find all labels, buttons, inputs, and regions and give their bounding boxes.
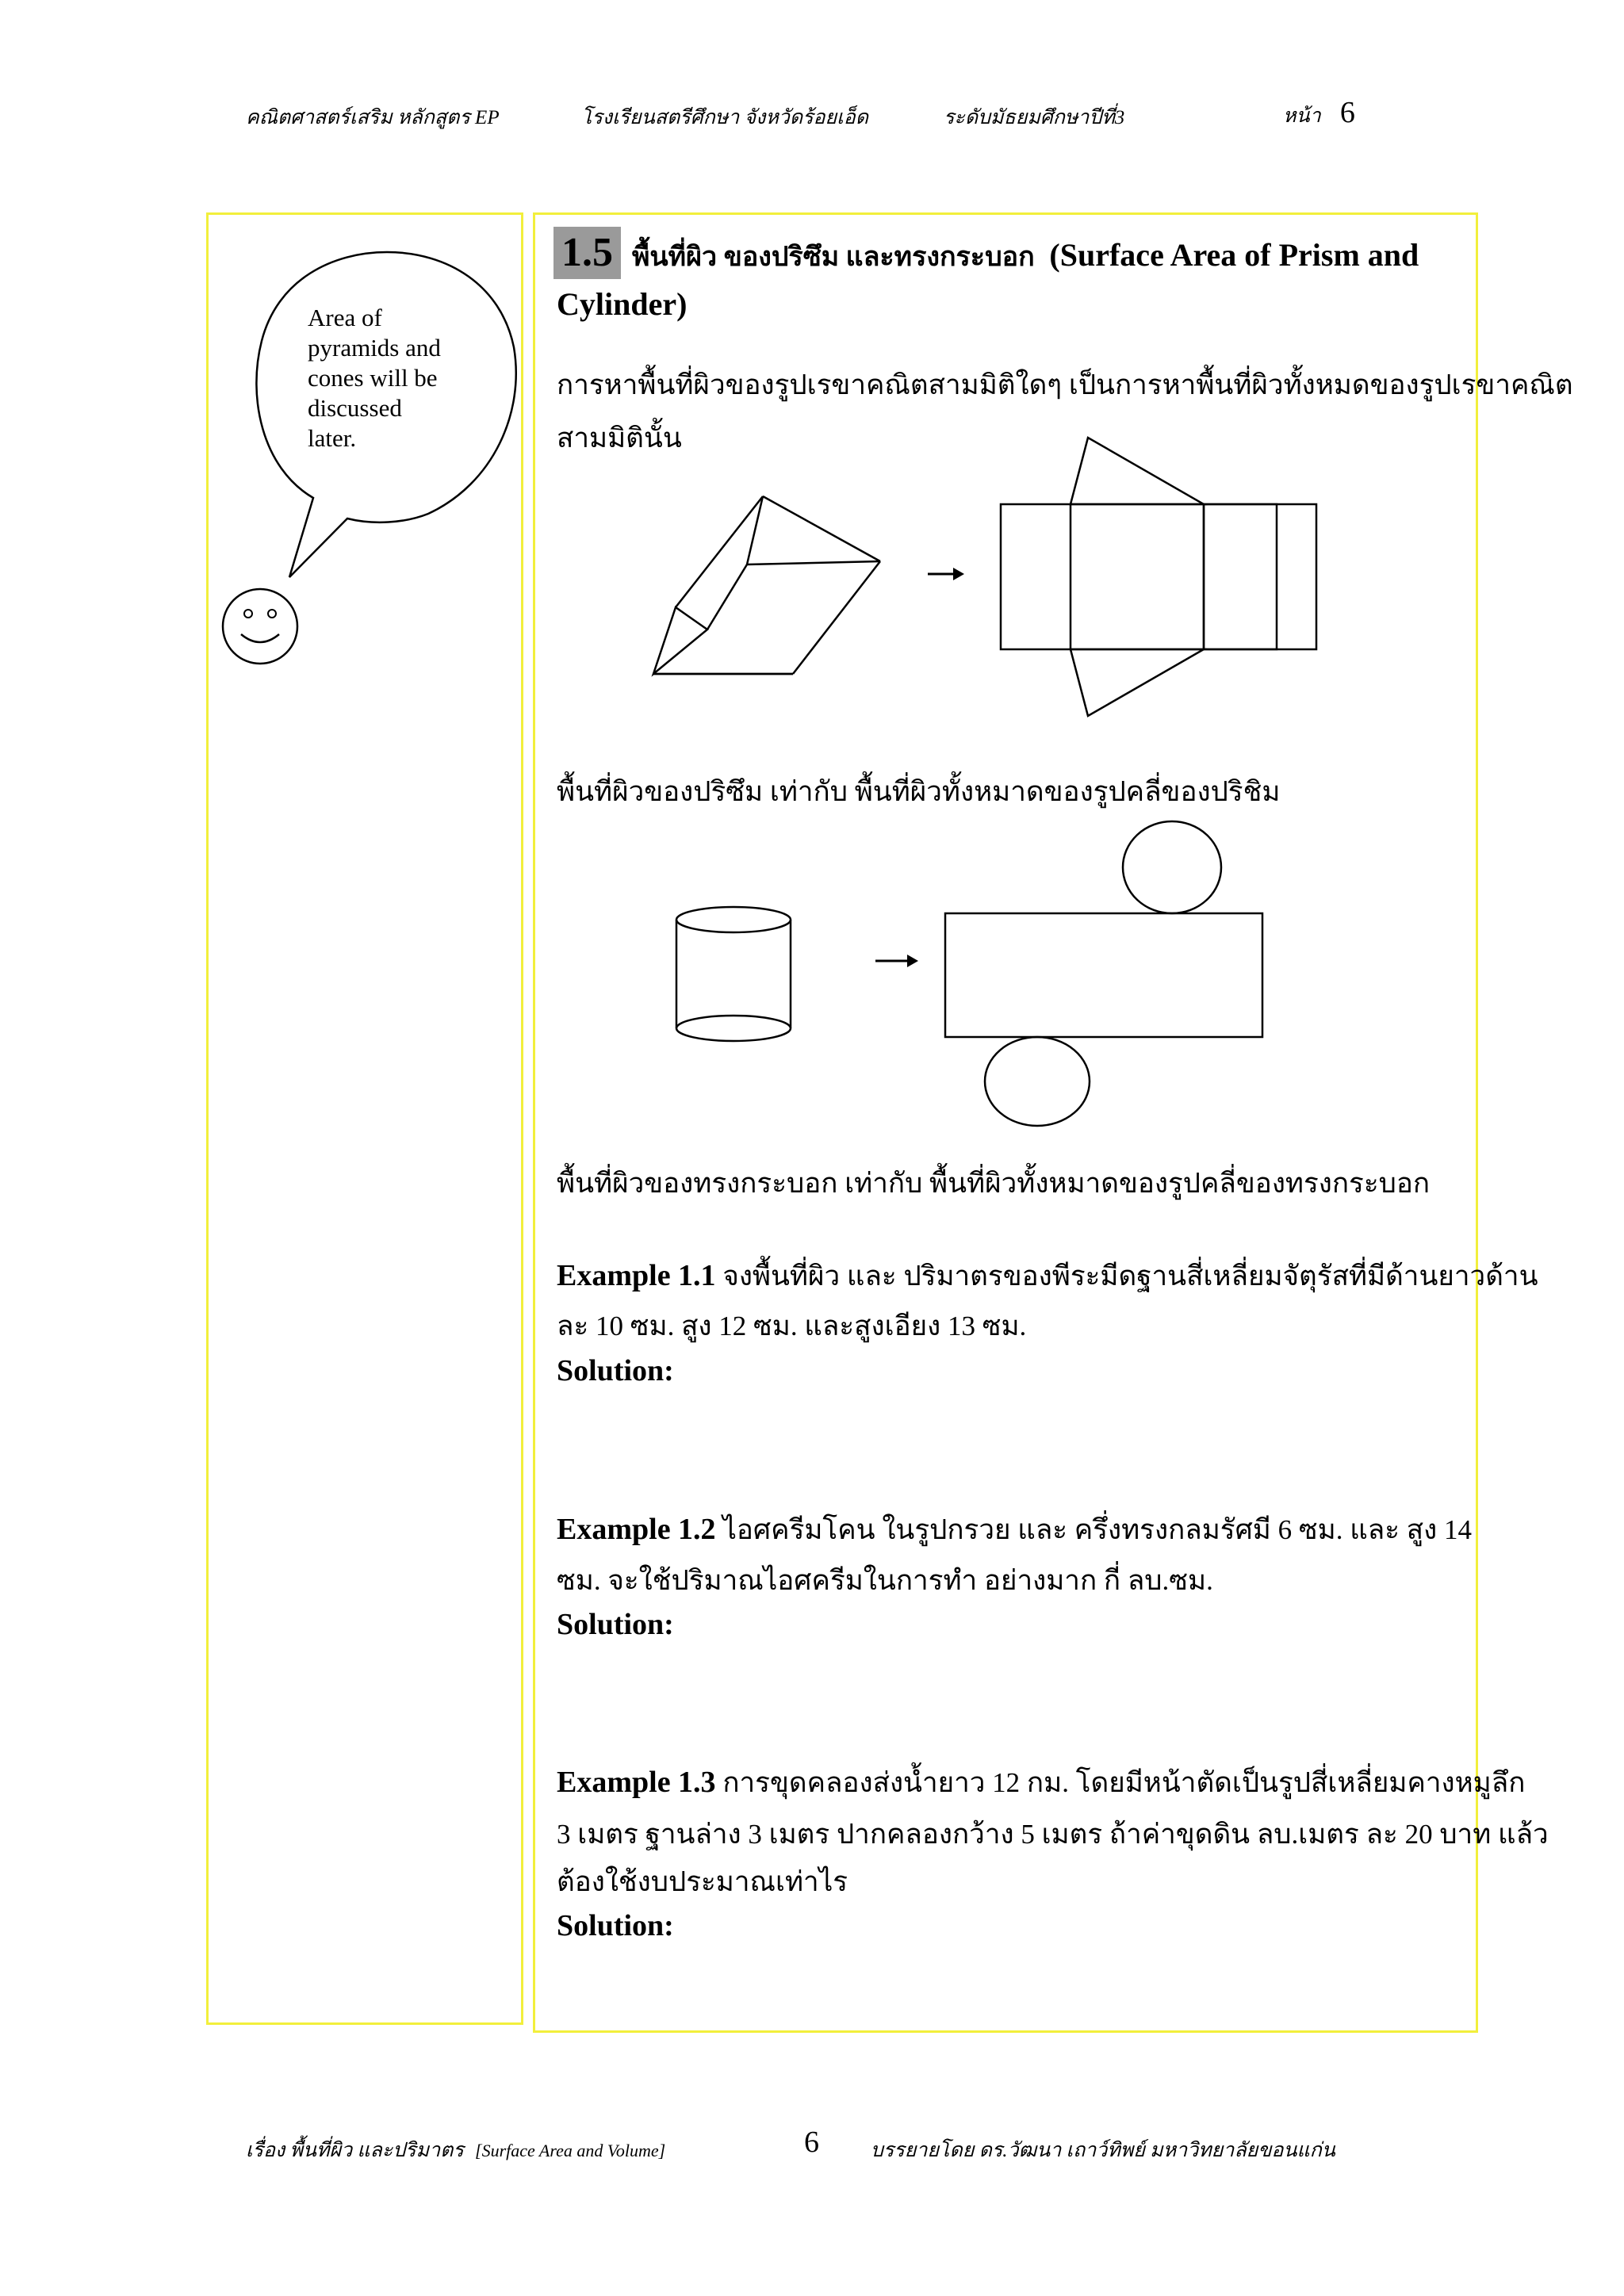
example-label: Example 1.1 (557, 1259, 716, 1292)
footer-topic-label: เรื่อง พื้นที่ผิว และปริมาตร (246, 2140, 464, 2161)
example-1-3-line-1 (557, 1758, 1525, 1808)
section-title-en: (Surface Area of Prism and (1049, 237, 1419, 273)
example-label: Example 1.3 (557, 1766, 716, 1799)
example-1-2-line-1 (557, 1505, 1472, 1555)
bubble-line: later. (308, 424, 357, 452)
section-title-thai: พื้นที่ผิว ของปริซึม และทรงกระบอก (632, 243, 1035, 272)
intro-line-2: สามมิตินั้น (557, 423, 682, 453)
footer-topic (246, 2134, 665, 2166)
example-1-1-line-2: ละ 10 ซม. สูง 12 ซม. และสูงเอียง 13 ซม. (557, 1311, 1027, 1341)
bubble-line: cones will be (308, 364, 438, 392)
header-course: คณิตศาสตร์เสริม หลักสูตร EP (246, 107, 500, 128)
example-1-2-line-2: ซม. จะใช้ปริมาณไอศครีมในการทำ อย่างมาก กี่ ลบ.ซม. (557, 1565, 1213, 1596)
intro-line-1: การหาพื้นที่ผิวของรูปเรขาคณิตสามมิติใดๆ เป็นการหาพื้นที่ผิวทั้งหมดของรูปเรขาคณิต (557, 369, 1573, 400)
example-1-3-line-3: ต้องใช้งบประมาณเท่าไร (557, 1866, 848, 1897)
example-text: ไอศครีมโคน ในรูปกรวย และ ครึ่งทรงกลมรัศมี 6 ซม. และ สูง 14 (722, 1514, 1472, 1545)
footer-page (804, 2125, 819, 2160)
example-1-2-solution: Solution: (557, 1608, 674, 1641)
bubble-line: pyramids and (308, 334, 441, 362)
header-page-label: หน้า (1283, 105, 1321, 127)
cylinder-caption: พื้นที่ผิวของทรงกระบอก เท่ากับ พื้นที่ผิวทั้งหมาดของรูปคลี่ของทรงกระบอก (557, 1168, 1431, 1199)
bubble-line: discussed (308, 394, 402, 422)
example-label: Example 1.2 (557, 1513, 716, 1546)
example-1-3-solution: Solution: (557, 1909, 674, 1942)
section-number: 1.5 (553, 227, 621, 279)
example-text: จงพื้นที่ผิว และ ปริมาตรของพีระมีดฐานสี่เหลี่ยมจัตุรัสที่มีด้านยาวด้าน (722, 1261, 1538, 1292)
example-1-3-line-2: 3 เมตร ฐานล่าง 3 เมตร ปากคลองกว้าง 5 เมตร ถ้าค่าขุดดิน ลบ.เมตร ละ 20 บาท แล้ว (557, 1819, 1549, 1850)
example-text: การขุดคลองส่งน้ำยาว 12 กม. โดยมีหน้าตัดเป็นรูปสี่เหลี่ยมคางหมูลึก (722, 1767, 1526, 1798)
bubble-line: Area of (308, 304, 382, 331)
footer-page-number: 6 (804, 2126, 819, 2159)
footer-topic-en: [Surface Area and Volume] (475, 2141, 666, 2160)
prism-caption: พื้นที่ผิวของปริซึม เท่ากับ พื้นที่ผิวทั้งหมาดของรูปคลี่ของปริชิม (557, 776, 1281, 807)
footer-author: บรรยายโดย ดร.วัฒนา เถาว์ทิพย์ มหาวิทยาลัยขอนแก่น (871, 2140, 1335, 2161)
section-title-en-line2: Cylinder) (557, 286, 688, 322)
header-level: ระดับมัธยมศึกษาปีที่3 (944, 107, 1125, 128)
header-school: โรงเรียนสตรีศึกษา จังหวัดร้อยเอ็ด (581, 107, 868, 128)
header-page-number: 6 (1339, 96, 1355, 129)
example-1-1-solution: Solution: (557, 1354, 674, 1387)
example-1-1-line-1 (557, 1251, 1538, 1301)
